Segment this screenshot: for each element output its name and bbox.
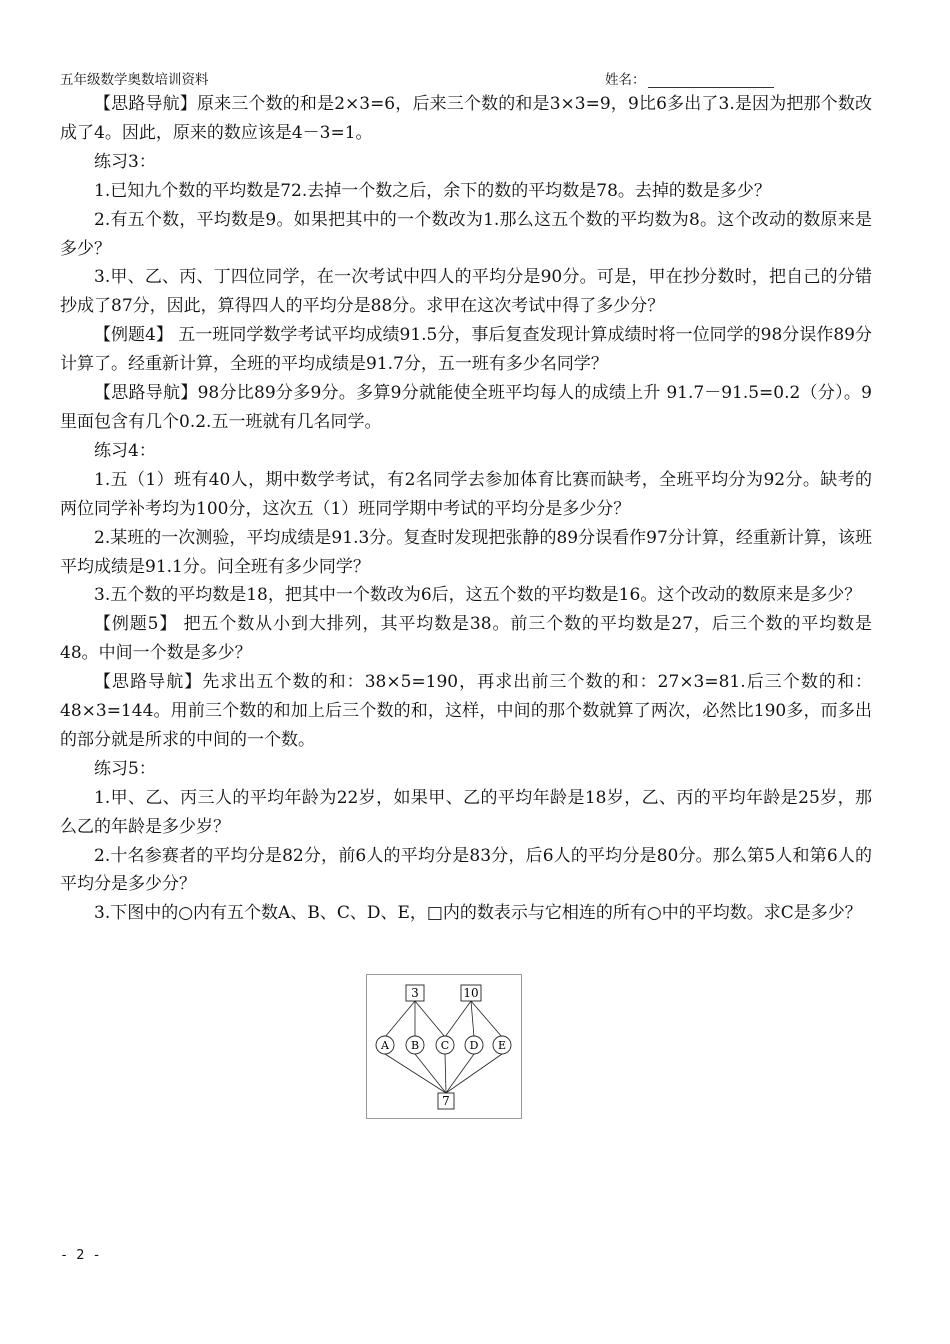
top-left-box: [406, 985, 424, 1001]
heading-practice-3: 练习3：: [94, 151, 156, 172]
paragraph-thinking-guide-5: 【思路导航】先求出五个数的和：38×5=190，再求出前三个数的和：27×3=81.后三个数的和：48×3=144。用前三个数的和加上后三个数的和，这样，中间的那个数就算了两次，必然比190多，而多出的部分就是所求的中间的一个数。: [60, 672, 872, 750]
circle-e-label: E: [497, 1039, 507, 1052]
circle-b-label: B: [410, 1039, 420, 1052]
circle-node-e: [493, 1036, 511, 1054]
diagram-svg: [367, 975, 521, 1118]
circle-node-a: [376, 1036, 394, 1054]
average-diagram: [366, 974, 522, 1119]
circle-a-label: A: [381, 1039, 389, 1052]
paragraph-thinking-guide-3: 【思路导航】原来三个数的和是2×3=6，后来三个数的和是3×3=9，9比6多出了3.是因为把那个数改成了4。因此，原来的数应该是4－3=1。: [60, 94, 872, 143]
name-label: 姓名：: [605, 72, 646, 88]
circle-node-c: [436, 1036, 454, 1054]
top-right-box-value: 10: [463, 986, 479, 1000]
practice-3-question-3: 3.甲、乙、丙、丁四位同学，在一次考试中四人的平均分是90分。可是，甲在抄分数时，把自己的分错抄成了87分，因此，算得四人的平均分是88分。求甲在这次考试中得了多少分？: [60, 267, 872, 317]
practice-4-question-1: 1.五（1）班有40人，期中数学考试，有2名同学去参加体育比赛而缺考，全班平均分为92分。缺考的两位同学补考均为100分，这次五（1）班同学期中考试的平均分是多少分？: [60, 469, 872, 519]
practice-3-question-2: 2.有五个数，平均数是9。如果把其中的一个数改为1.那么这五个数的平均数为8。这个改动的数原来是多少？: [60, 209, 872, 259]
bottom-box: [438, 1093, 454, 1109]
name-blank-line: [648, 73, 774, 88]
practice-5-question-3: 3.下图中的○内有五个数A、B、C、D、E，□内的数表示与它相连的所有○中的平均数。求C是多少？: [94, 903, 862, 924]
practice-4-question-3: 3.五个数的平均数是18，把其中一个数改为6后，这五个数的平均数是16。这个改动的数原来是多少？: [94, 585, 862, 606]
circle-node-d: [465, 1036, 483, 1054]
paragraph-thinking-guide-4: 【思路导航】98分比89分多9分。多算9分就能使全班平均每人的成绩上升 91.7－91.5=0.2（分）。9里面包含有几个0.2.五一班就有几名同学。: [60, 383, 872, 432]
bottom-box-value: 7: [442, 1094, 450, 1108]
header-title: 五年级数学奥数培训资料: [60, 72, 209, 88]
top-right-box: [461, 985, 481, 1001]
document-body: [60, 90, 872, 928]
page-number: - 2 -: [60, 1247, 101, 1263]
practice-5-question-1: 1.甲、乙、丙三人的平均年龄为22岁，如果甲、乙的平均年龄是18岁，乙、丙的平均年龄是25岁，那么乙的年龄是多少岁？: [60, 787, 872, 837]
heading-practice-5: 练习5：: [94, 758, 156, 779]
heading-practice-4: 练习4：: [94, 440, 156, 461]
example-5: 【例题5】 把五个数从小到大排列，其平均数是38。前三个数的平均数是27，后三个数的平均数是48。中间一个数是多少？: [60, 614, 872, 664]
example-4: 【例题4】 五一班同学数学考试平均成绩91.5分，事后复查发现计算成绩时将一位同学的98分误作89分计算了。经重新计算，全班的平均成绩是91.7分，五一班有多少名同学？: [60, 325, 872, 375]
practice-5-question-2: 2.十名参赛者的平均分是82分，前6人的平均分是83分，后6人的平均分是80分。那么第5人和第6人的平均分是多少分？: [60, 845, 872, 895]
circle-c-label: C: [440, 1039, 450, 1052]
page-header: [60, 66, 890, 88]
top-left-box-value: 3: [411, 986, 419, 1000]
name-field: [605, 68, 774, 88]
practice-4-question-2: 2.某班的一次测验，平均成绩是91.3分。复查时发现把张静的89分误看作97分计算，经重新计算，该班平均成绩是91.1分。问全班有多少同学？: [60, 527, 872, 577]
circle-node-b: [406, 1036, 424, 1054]
circle-d-label: D: [469, 1039, 479, 1052]
practice-3-question-1: 1.已知九个数的平均数是72.去掉一个数之后，余下的数的平均数是78。去掉的数是多少？: [94, 180, 771, 201]
